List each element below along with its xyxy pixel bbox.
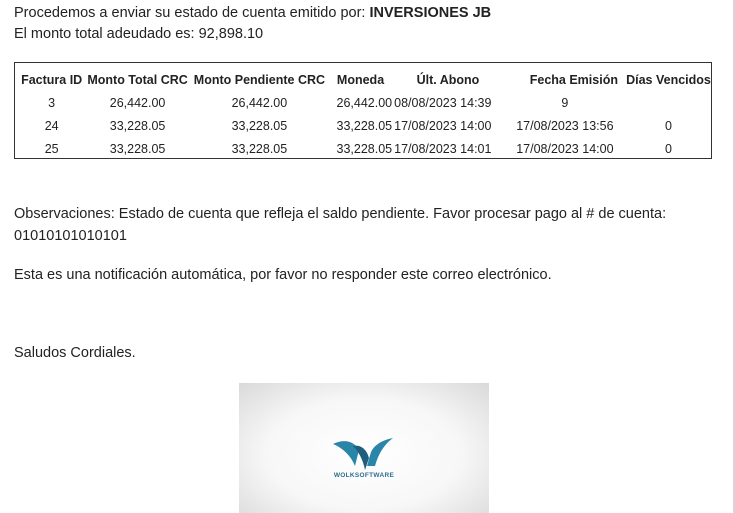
- company-name: INVERSIONES JB: [369, 5, 492, 21]
- header-ult-abono: Últ. Abono: [416, 72, 480, 87]
- cell-ult-abono: 17/08/2023 14:00: [394, 118, 492, 133]
- cell-dias-vencidos: 0: [665, 118, 672, 133]
- cell-ult-abono: 17/08/2023 14:01: [394, 141, 492, 156]
- table-row: [18, 114, 711, 137]
- cell-moneda: 26,442.00: [336, 95, 393, 110]
- cell-monto-pendiente: 33,228.05: [231, 118, 288, 133]
- cell-moneda: 33,228.05: [336, 141, 393, 156]
- total-line: [14, 26, 263, 42]
- cell-factura-id: 24: [44, 118, 59, 133]
- statement-table-box: [14, 62, 712, 159]
- cell-monto-pendiente: 33,228.05: [231, 141, 288, 156]
- cell-fecha-emision: 9: [561, 95, 569, 110]
- cell-ult-abono: 08/08/2023 14:39: [394, 95, 492, 110]
- cell-monto-total: 26,442.00: [109, 95, 166, 110]
- total-value: 92,898.10: [198, 26, 264, 42]
- header-monto-pendiente: Monto Pendiente CRC: [193, 72, 326, 87]
- cell-factura-id: 3: [48, 95, 56, 110]
- intro-line: [14, 5, 491, 21]
- cell-monto-pendiente: 26,442.00: [231, 95, 288, 110]
- header-moneda: Moneda: [336, 72, 385, 87]
- cell-moneda: 33,228.05: [336, 118, 393, 133]
- cell-factura-id: 25: [44, 141, 59, 156]
- wolk-logo-icon: [331, 436, 397, 472]
- auto-notice-text: Esta es una notificación automática, por favor no responder este correo electrónico.: [14, 267, 552, 283]
- cell-monto-total: 33,228.05: [109, 118, 166, 133]
- observations-text: Observaciones: Estado de cuenta que refleja el saldo pendiente. Favor procesar pago al # de cuenta: 01010101010101: [14, 206, 667, 244]
- cell-monto-total: 33,228.05: [109, 141, 166, 156]
- logo-wordmark: WOLKSOFTWARE: [333, 472, 395, 479]
- statement-table: [18, 68, 711, 160]
- header-monto-total: Monto Total CRC: [87, 72, 188, 87]
- company-logo: [239, 383, 489, 513]
- total-label: El monto total adeudado es:: [14, 26, 195, 42]
- table-header-row: [18, 68, 711, 91]
- header-factura-id: Factura ID: [21, 72, 83, 87]
- table-row: [18, 91, 711, 114]
- cell-fecha-emision: 17/08/2023 13:56: [516, 118, 614, 133]
- table-row: [18, 137, 711, 160]
- header-fecha-emision: Fecha Emisión: [529, 72, 618, 87]
- intro-text: Procedemos a enviar su estado de cuenta emitido por:: [14, 5, 366, 21]
- cell-dias-vencidos: [626, 91, 711, 114]
- cell-fecha-emision: 17/08/2023 14:00: [516, 141, 614, 156]
- header-dias-vencidos: Días Vencidos: [626, 72, 711, 87]
- cell-dias-vencidos: 0: [665, 141, 672, 156]
- regards-text: Saludos Cordiales.: [14, 345, 136, 361]
